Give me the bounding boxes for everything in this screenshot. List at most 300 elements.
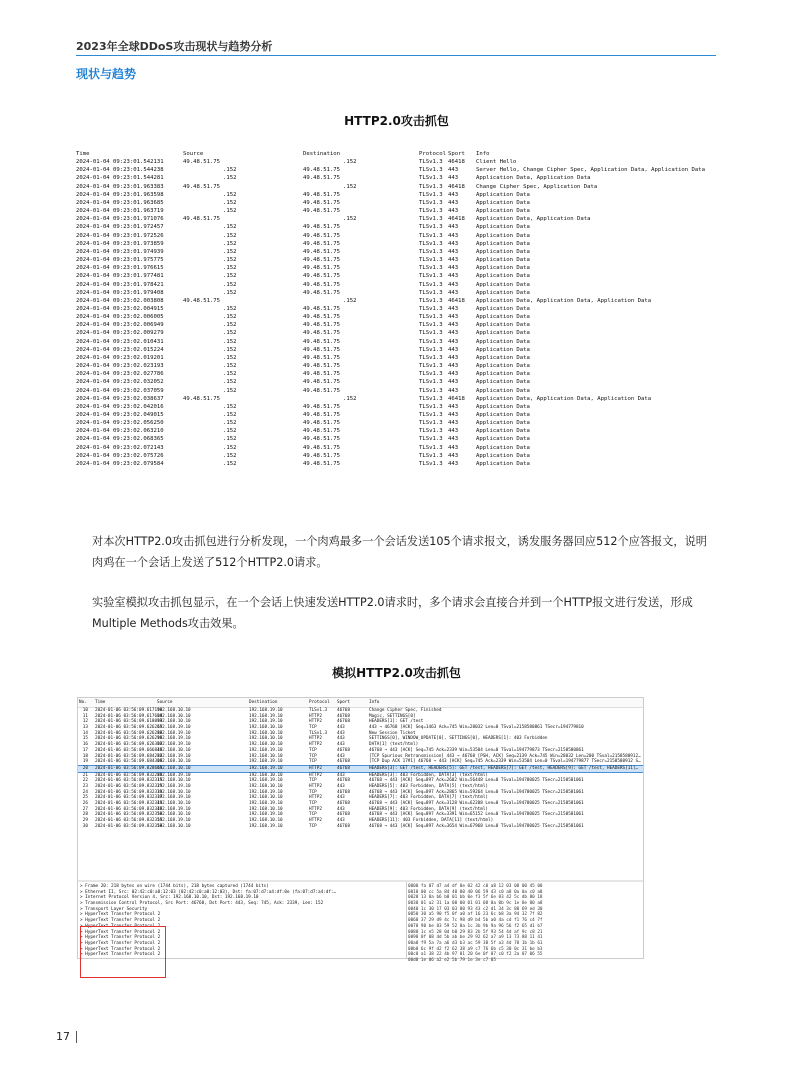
- vertical-pane-divider[interactable]: [406, 882, 407, 958]
- packet-cell: 46768 → 443 [ACK] Seq=897 Ack=2865 Win=59264 Len=0 TSval=194780025 TSecr=2158581061: [369, 789, 584, 795]
- packet-list-column-header[interactable]: No.: [79, 700, 87, 705]
- figure1-row: [76, 191, 705, 199]
- packet-list-column-header[interactable]: Source: [157, 700, 173, 705]
- packet-cell: 443: [337, 736, 345, 742]
- figure1-cell: 49.48.51.75: [303, 281, 341, 288]
- figure1-cell: TLSv1.3: [419, 403, 443, 410]
- figure1-cell: 49.48.51.75: [303, 460, 341, 467]
- figure1-cell: 2024-01-04 09:23:01.963598: [76, 191, 164, 198]
- figure1-cell: TLSv1.3: [419, 444, 443, 451]
- figure1-row: [76, 444, 705, 452]
- packet-cell: 10: [82, 708, 88, 713]
- figure1-row: [76, 329, 705, 337]
- figure1-cell: TLSv1.3: [419, 452, 443, 459]
- figure1-cell: Application Data, Application Data: [476, 216, 591, 223]
- figure1-cell: .152: [223, 346, 237, 353]
- figure1-row: [76, 313, 705, 321]
- figure1-cell: TLSv1.3: [419, 191, 443, 198]
- figure1-cell: 443: [448, 289, 459, 296]
- figure1-cell: 443: [448, 314, 459, 321]
- pane-divider[interactable]: [78, 880, 643, 882]
- packet-cell: TLSv1.3: [309, 708, 328, 713]
- figure1-cell: TLSv1.3: [419, 363, 443, 370]
- figure1-cell: Application Data: [476, 412, 530, 418]
- figure1-row: [76, 411, 705, 419]
- figure1-cell: 46418: [448, 297, 465, 304]
- figure1-row: [76, 435, 705, 443]
- packet-detail-item[interactable]: > Frame 20: 218 bytes on wire (1744 bits), 218 bytes captured (1744 bits): [80, 884, 269, 889]
- figure1-capture-table: [76, 150, 705, 468]
- figure1-cell: Application Data, Application Data: [476, 175, 591, 182]
- packet-cell: 17: [82, 747, 88, 753]
- packet-cell: 192.168.10.10: [157, 823, 191, 829]
- figure1-cell: 2024-01-04 09:23:02.037059: [76, 387, 164, 394]
- figure1-header-cell: Info: [476, 151, 490, 157]
- highlight-box: [80, 926, 166, 978]
- packet-cell: 2024-01-06 03:56:09.832350: [95, 812, 163, 818]
- figure1-cell: TLSv1.3: [419, 428, 443, 435]
- hex-line: 0060 37 29 d9 4c 7c 98 d9 b4 5b a0 4a cd f1 76 c4 7f: [408, 918, 543, 924]
- figure1-cell: 443: [448, 436, 459, 443]
- figure1-cell: Application Data: [476, 314, 530, 321]
- figure1-cell: 49.48.51.75: [303, 428, 341, 435]
- figure1-cell: 443: [448, 199, 459, 206]
- page-number: 17: [56, 1030, 70, 1043]
- figure1-cell: .152: [343, 395, 357, 402]
- figure1-cell: .152: [223, 379, 237, 386]
- figure1-cell: Application Data: [476, 387, 530, 394]
- figure1-cell: 49.48.51.75: [303, 354, 341, 361]
- packet-cell: 192.168.19.10: [157, 795, 191, 801]
- figure1-cell: TLSv1.3: [419, 240, 443, 247]
- packet-cell: 16: [82, 742, 88, 748]
- figure1-cell: .152: [223, 420, 237, 427]
- packet-cell: 443: [337, 742, 345, 748]
- figure1-header-row: [76, 150, 705, 158]
- figure1-cell: .152: [343, 216, 357, 223]
- hex-line: 0020 13 0a b6 b0 01 bb 0e f3 5f 6e 83 42 5c db 80 18: [408, 895, 543, 901]
- packet-detail-item[interactable]: > HyperText Transfer Protocol 2: [80, 940, 161, 946]
- packet-cell: 11: [82, 713, 88, 719]
- packet-cell: 46768 → 443 [ACK] Seq=897 Ack=3391 Win=65152 Len=0 TSval=194780025 TSecr=2158581061: [369, 812, 584, 818]
- figure1-header-cell: Destination: [303, 151, 341, 157]
- figure1-cell: Application Data: [476, 273, 530, 280]
- figure1-cell: TLSv1.3: [419, 248, 443, 255]
- figure1-cell: 49.48.51.75: [303, 338, 341, 345]
- packet-cell: 46768: [337, 801, 350, 806]
- figure1-cell: 49.48.51.75: [303, 379, 341, 386]
- figure1-cell: 49.48.51.75: [303, 224, 341, 231]
- figure1-cell: 2024-01-04 09:23:01.972457: [76, 224, 164, 231]
- packet-cell: 192.168.10.10: [157, 765, 191, 771]
- packet-cell: 46768: [337, 713, 350, 719]
- figure1-cell: Application Data: [476, 371, 530, 378]
- packet-cell: 46768: [337, 812, 350, 818]
- figure1-cell: .152: [223, 281, 237, 288]
- figure1-row: [76, 354, 705, 362]
- figure1-cell: 443: [448, 248, 459, 255]
- figure1-cell: 49.48.51.75: [303, 265, 341, 272]
- figure1-cell: .152: [223, 265, 237, 272]
- figure1-cell: .152: [343, 183, 357, 190]
- packet-cell: 46768: [337, 765, 350, 771]
- figure1-cell: Application Data, Application Data, Application Data: [476, 297, 652, 304]
- packet-cell: 192.168.10.10: [249, 742, 283, 748]
- packet-detail-item[interactable]: > HyperText Transfer Protocol 2: [80, 935, 161, 941]
- figure1-cell: 2024-01-04 09:23:02.006949: [76, 322, 164, 329]
- figure1-row: [76, 427, 705, 435]
- packet-cell: SETTINGS[0], WINDOW_UPDATE[0], SETTINGS[0], HEADERS[1]: 403 Forbidden: [369, 736, 548, 742]
- figure1-cell: Application Data: [476, 232, 530, 239]
- packet-cell: 443: [337, 795, 345, 801]
- figure1-cell: TLSv1.3: [419, 175, 443, 182]
- figure1-cell: 443: [448, 322, 459, 329]
- packet-cell: 443: [337, 818, 345, 824]
- figure1-cell: TLSv1.3: [419, 387, 443, 394]
- packet-cell: 46768 → 443 [ACK] Seq=897 Ack=3128 Win=62208 Len=0 TSval=194780025 TSecr=2158581061: [369, 801, 584, 806]
- figure1-cell: .152: [223, 428, 237, 435]
- packet-list-column-header[interactable]: Destination: [249, 700, 278, 705]
- packet-cell: 27: [82, 806, 88, 812]
- figure1-cell: TLSv1.3: [419, 330, 443, 337]
- figure1-cell: 443: [448, 403, 459, 410]
- figure1-cell: .152: [223, 167, 237, 174]
- packet-cell: 192.168.10.10: [157, 719, 191, 725]
- figure1-cell: 2024-01-04 09:23:02.056250: [76, 420, 164, 427]
- figure1-cell: TLSv1.3: [419, 208, 443, 215]
- figure1-cell: 2024-01-04 09:23:02.027786: [76, 371, 164, 378]
- figure1-cell: 49.48.51.75: [183, 297, 221, 304]
- packet-cell: [TCP Dup ACK 17#1] 46768 → 443 [ACK] Seq=745 Ack=2339 Win=53504 Len=0 TSval=194779877 TSecr=2158580912 S…: [369, 759, 641, 765]
- packet-cell: 192.168.19.10: [249, 765, 283, 771]
- figure1-cell: Application Data: [476, 330, 530, 337]
- figure1-cell: 2024-01-04 09:23:02.063210: [76, 428, 164, 435]
- figure1-cell: 443: [448, 257, 459, 264]
- figure1-cell: 2024-01-04 09:23:02.004915: [76, 305, 164, 312]
- figure1-cell: TLSv1.3: [419, 305, 443, 312]
- figure1-cell: .152: [223, 240, 237, 247]
- figure1-cell: 46418: [448, 395, 465, 402]
- figure1-cell: 49.48.51.75: [303, 199, 341, 206]
- packet-cell: HEADERS[7]: 403 Forbidden, DATA[7] (text/html): [369, 795, 488, 801]
- figure1-cell: 49.48.51.75: [303, 232, 341, 239]
- figure2-caption: 模拟HTTP2.0攻击抓包: [332, 666, 461, 680]
- figure1-row: [76, 256, 705, 264]
- packet-cell: HTTP2: [309, 818, 322, 824]
- figure1-cell: 2024-01-04 09:23:02.049015: [76, 412, 164, 418]
- figure1-cell: 49.48.51.75: [303, 314, 341, 321]
- figure1-cell: Application Data: [476, 199, 530, 206]
- packet-cell: 2024-01-06 03:56:09.626302: [95, 742, 163, 748]
- figure1-cell: Application Data: [476, 248, 530, 255]
- figure1-cell: 443: [448, 232, 459, 239]
- packet-cell: 192.168.10.10: [157, 713, 191, 719]
- packet-cell: 192.168.10.10: [249, 818, 283, 824]
- figure1-row: [76, 248, 705, 256]
- figure1-cell: 49.48.51.75: [303, 240, 341, 247]
- packet-cell: New Session Ticket: [369, 730, 416, 736]
- figure1-cell: .152: [223, 371, 237, 378]
- figure1-cell: TLSv1.3: [419, 371, 443, 378]
- figure1-header-cell: Source: [183, 151, 204, 157]
- figure1-cell: 2024-01-04 09:23:02.015224: [76, 346, 164, 353]
- packet-cell: Change Cipher Spec, Finished: [369, 708, 442, 713]
- figure1-cell: .152: [223, 314, 237, 321]
- figure1-cell: .152: [223, 191, 237, 198]
- figure1-cell: TLSv1.3: [419, 281, 443, 288]
- figure1-cell: Application Data, Application Data, Application Data: [476, 395, 652, 402]
- figure1-cell: TLSv1.3: [419, 460, 443, 467]
- figure1-cell: 49.48.51.75: [183, 216, 221, 223]
- packet-list: [78, 708, 643, 829]
- packet-detail-item[interactable]: > HyperText Transfer Protocol 2: [80, 929, 161, 935]
- figure1-cell: Application Data: [476, 240, 530, 247]
- figure1-cell: Client Hello: [476, 159, 517, 166]
- packet-row[interactable]: [78, 824, 643, 830]
- figure1-cell: .152: [223, 363, 237, 370]
- figure1-cell: .152: [223, 460, 237, 467]
- figure1-cell: 49.48.51.75: [303, 403, 341, 410]
- packet-cell: 2024-01-06 03:56:09.626296: [95, 736, 163, 742]
- packet-cell: HTTP2: [309, 713, 322, 719]
- figure1-cell: 49.48.51.75: [303, 346, 341, 353]
- figure1-row: [76, 460, 705, 468]
- figure1-row: [76, 452, 705, 460]
- packet-cell: 192.168.19.10: [249, 789, 283, 795]
- packet-cell: 192.168.10.10: [249, 730, 283, 736]
- packet-cell: 22: [82, 778, 88, 784]
- figure1-cell: TLSv1.3: [419, 199, 443, 206]
- packet-cell: 46768: [337, 759, 350, 765]
- packet-cell: 192.168.19.10: [157, 772, 191, 778]
- figure1-cell: TLSv1.3: [419, 265, 443, 272]
- figure1-cell: TLSv1.3: [419, 354, 443, 361]
- packet-cell: 13: [82, 725, 88, 731]
- header-title: 2023年全球DDoS攻击现状与趋势分析: [76, 40, 273, 53]
- figure1-cell: 443: [448, 208, 459, 215]
- figure1-cell: 443: [448, 379, 459, 386]
- packet-cell: 192.168.19.10: [157, 730, 191, 736]
- figure1-cell: 49.48.51.75: [303, 436, 341, 443]
- figure1-cell: 443: [448, 452, 459, 459]
- figure1-cell: .152: [223, 412, 237, 418]
- packet-cell: 192.168.19.10: [157, 783, 191, 789]
- packet-cell: HTTP2: [309, 772, 322, 778]
- packet-cell: 192.168.19.10: [249, 708, 283, 713]
- packet-cell: HTTP2: [309, 719, 322, 725]
- packet-detail-item[interactable]: > HyperText Transfer Protocol 2: [80, 946, 161, 952]
- packet-list-column-header[interactable]: Info: [369, 700, 380, 705]
- figure1-cell: Application Data: [476, 281, 530, 288]
- packet-cell: HEADERS[3]: GET /test, HEADERS[5]: GET /test, HEADERS[7]: GET /test, HEADERS[9]: GET /test, HEADERS[11]…: [369, 765, 639, 771]
- figure1-cell: .152: [223, 403, 237, 410]
- packet-cell: 2024-01-06 03:56:09.832346: [95, 806, 163, 812]
- packet-cell: Magic, SETTINGS[0]: [369, 713, 416, 719]
- packet-cell: 2024-01-06 03:56:09.832341: [95, 801, 163, 806]
- figure1-cell: 49.48.51.75: [303, 305, 341, 312]
- packet-cell: 192.168.19.10: [249, 823, 283, 829]
- packet-cell: 192.168.19.10: [157, 753, 191, 759]
- header-rule: [76, 55, 716, 56]
- packet-cell: 192.168.10.10: [249, 753, 283, 759]
- figure1-cell: .152: [223, 289, 237, 296]
- packet-cell: 192.168.10.10: [157, 801, 191, 806]
- figure1-cell: 49.48.51.75: [303, 330, 341, 337]
- packet-cell: 46768: [337, 823, 350, 829]
- figure1-cell: 49.48.51.75: [303, 387, 341, 394]
- packet-list-column-header[interactable]: Sport: [337, 700, 350, 705]
- packet-cell: 192.168.10.10: [249, 772, 283, 778]
- figure1-cell: 2024-01-04 09:23:02.079584: [76, 460, 164, 467]
- packet-cell: 46768 → 443 [ACK] Seq=897 Ack=2602 Win=56448 Len=0 TSval=194780025 TSecr=2158581061: [369, 778, 584, 784]
- packet-cell: 12: [82, 719, 88, 725]
- packet-cell: 192.168.19.10: [249, 801, 283, 806]
- packet-cell: HEADERS[3]: 403 Forbidden, DATA[3] (text/html): [369, 772, 488, 778]
- page-number-divider: [76, 1031, 77, 1043]
- packet-cell: 192.168.19.10: [157, 725, 191, 731]
- packet-list-column-header[interactable]: Protocol: [309, 700, 330, 705]
- figure1-cell: 49.48.51.75: [183, 159, 221, 166]
- packet-detail-item[interactable]: > Ethernet II, Src: 02:42:c0:a8:12:03 (02:42:c0:a8:12:03), Dst: fa:07:d7:a4:df:0e (fa:07:d7:a4:df:…: [80, 889, 337, 895]
- figure1-cell: .152: [223, 387, 237, 394]
- figure1-cell: 2024-01-04 09:23:02.019201: [76, 354, 164, 361]
- figure1-row: [76, 281, 705, 289]
- packet-cell: TCP: [309, 747, 317, 753]
- packet-cell: 192.168.19.10: [249, 747, 283, 753]
- hex-line: 0030 01 a2 31 1a 00 00 01 01 08 0a 0b 9c 1e 8e 80 a8: [408, 901, 543, 907]
- packet-detail-item[interactable]: > HyperText Transfer Protocol 2: [80, 912, 161, 918]
- figure1-cell: Application Data: [476, 322, 530, 329]
- figure1-row: [76, 395, 705, 403]
- hex-line: 00c0 a1 38 22 4b 97 01 20 6e 0f 07 c0 f2 2a 07 06 55: [408, 952, 543, 958]
- packet-cell: 443: [337, 753, 345, 759]
- figure1-cell: 49.48.51.75: [303, 420, 341, 427]
- figure1-cell: 443: [448, 354, 459, 361]
- packet-cell: 2024-01-06 03:56:09.617604: [95, 713, 163, 719]
- figure1-cell: 49.48.51.75: [303, 289, 341, 296]
- packet-cell: [TCP Spurious Retransmission] 443 → 46768 [PSH, ACK] Seq=2139 Ack=745 Win=28032 Len=200 TSval=2158580912…: [369, 753, 641, 759]
- packet-cell: HEADERS[1]: GET /test: [369, 719, 424, 725]
- packet-cell: 192.168.19.10: [157, 818, 191, 824]
- hex-line: 0090 0f 08 4d 5b ab be 29 92 62 a7 a9 13 73 88 11 41: [408, 935, 543, 941]
- figure1-cell: 443: [448, 371, 459, 378]
- packet-cell: 28: [82, 812, 88, 818]
- packet-detail-item[interactable]: > HyperText Transfer Protocol 2: [80, 923, 161, 929]
- figure1-cell: Application Data: [476, 403, 530, 410]
- figure1-cell: TLSv1.3: [419, 289, 443, 296]
- packet-cell: 15: [82, 736, 88, 742]
- figure1-row: [76, 223, 705, 231]
- figure1-cell: TLSv1.3: [419, 338, 443, 345]
- packet-cell: 192.168.10.10: [249, 783, 283, 789]
- packet-detail-item[interactable]: > HyperText Transfer Protocol 2: [80, 918, 161, 924]
- packet-cell: 2024-01-06 03:56:09.832355: [95, 818, 163, 824]
- packet-cell: 192.168.10.10: [157, 708, 191, 713]
- packet-cell: 2024-01-06 03:56:09.832325: [95, 783, 163, 789]
- figure1-cell: 2024-01-04 09:23:02.009279: [76, 330, 164, 337]
- packet-cell: HTTP2: [309, 806, 322, 812]
- figure1-cell: Application Data: [476, 354, 530, 361]
- figure1-cell: TLSv1.3: [419, 395, 443, 402]
- figure1-cell: 49.48.51.75: [303, 257, 341, 264]
- figure1-row: [76, 199, 705, 207]
- packet-detail-item[interactable]: > Transmission Control Protocol, Src Port: 46768, Dst Port: 443, Seq: 745, Ack: 2339, Len: 152: [80, 901, 324, 907]
- packet-cell: 443: [337, 772, 345, 778]
- figure1-cell: 2024-01-04 09:23:01.972526: [76, 232, 164, 239]
- packet-cell: 2024-01-06 03:56:09.828665: [95, 765, 163, 771]
- figure1-cell: TLSv1.3: [419, 224, 443, 231]
- packet-cell: 2024-01-06 03:56:09.626265: [95, 725, 163, 731]
- figure1-header-cell: Time: [76, 151, 90, 157]
- packet-cell: 192.168.10.10: [157, 778, 191, 784]
- figure1-row: [76, 240, 705, 248]
- figure1-cell: 49.48.51.75: [303, 248, 341, 255]
- figure1-cell: TLSv1.3: [419, 216, 443, 223]
- packet-detail-item[interactable]: > HyperText Transfer Protocol 2: [80, 952, 161, 958]
- packet-bytes-pane: [408, 884, 641, 964]
- figure1-row: [76, 321, 705, 329]
- figure1-cell: 2024-01-04 09:23:02.075726: [76, 452, 164, 459]
- figure1-cell: Application Data: [476, 257, 530, 264]
- figure1-cell: Application Data: [476, 436, 530, 443]
- figure1-cell: TLSv1.3: [419, 257, 443, 264]
- packet-list-column-header[interactable]: Time: [95, 700, 106, 705]
- packet-detail-item[interactable]: > Internet Protocol Version 4, Src: 192.168.10.10, Dst: 192.168.19.10: [80, 895, 259, 901]
- figure1-cell: 443: [448, 330, 459, 337]
- figure1-cell: TLSv1.3: [419, 297, 443, 304]
- packet-cell: 192.168.19.10: [157, 742, 191, 748]
- packet-cell: 192.168.10.10: [157, 759, 191, 765]
- packet-detail-item[interactable]: > Transport Layer Security: [80, 906, 148, 912]
- figure1-cell: .152: [223, 436, 237, 443]
- figure1-cell: .152: [223, 273, 237, 280]
- figure1-cell: .152: [223, 354, 237, 361]
- figure1-cell: 2024-01-04 09:23:01.973859: [76, 240, 164, 247]
- figure1-cell: .152: [223, 248, 237, 255]
- figure1-cell: 443: [448, 273, 459, 280]
- figure1-cell: Server Hello, Change Cipher Spec, Application Data, Application Data: [476, 167, 706, 174]
- figure1-cell: TLSv1.3: [419, 436, 443, 443]
- figure1-cell: .152: [223, 330, 237, 337]
- packet-cell: 192.168.10.10: [157, 812, 191, 818]
- packet-cell: 192.168.10.10: [249, 806, 283, 812]
- analysis-paragraph-1: 对本次HTTP2.0攻击抓包进行分析发现，一个肉鸡最多一个会话发送105个请求报文，诱发服务器回应512个应答报文，说明肉鸡在一个会话上发送了512个HTTP2.0请求。: [92, 535, 707, 569]
- packet-cell: 443: [337, 725, 345, 731]
- figure1-cell: 49.48.51.75: [303, 444, 341, 451]
- figure1-cell: 2024-01-04 09:23:01.976615: [76, 265, 164, 272]
- figure1-cell: 443: [448, 387, 459, 394]
- figure1-cell: .152: [223, 305, 237, 312]
- figure1-cell: TLSv1.3: [419, 322, 443, 329]
- figure1-cell: .152: [223, 444, 237, 451]
- figure1-cell: TLSv1.3: [419, 159, 443, 166]
- figure1-cell: 443: [448, 363, 459, 370]
- figure1-cell: Application Data: [476, 305, 530, 312]
- packet-cell: 24: [82, 789, 88, 795]
- figure1-cell: 2024-01-04 09:23:02.042016: [76, 403, 164, 410]
- packet-row[interactable]: [78, 765, 643, 773]
- section-subtitle: 现状与趋势: [76, 67, 137, 81]
- figure1-cell: 443: [448, 265, 459, 272]
- packet-cell: 2024-01-06 03:56:09.832286: [95, 772, 163, 778]
- figure1-cell: .152: [223, 257, 237, 264]
- figure1-cell: 49.48.51.75: [303, 208, 341, 215]
- figure1-header-cell: Sport: [448, 151, 465, 157]
- packet-cell: TLSv1.3: [309, 730, 328, 736]
- figure1-cell: .152: [223, 232, 237, 239]
- figure1-cell: 49.48.51.75: [303, 363, 341, 370]
- figure1-cell: Change Cipher Spec, Application Data: [476, 183, 598, 190]
